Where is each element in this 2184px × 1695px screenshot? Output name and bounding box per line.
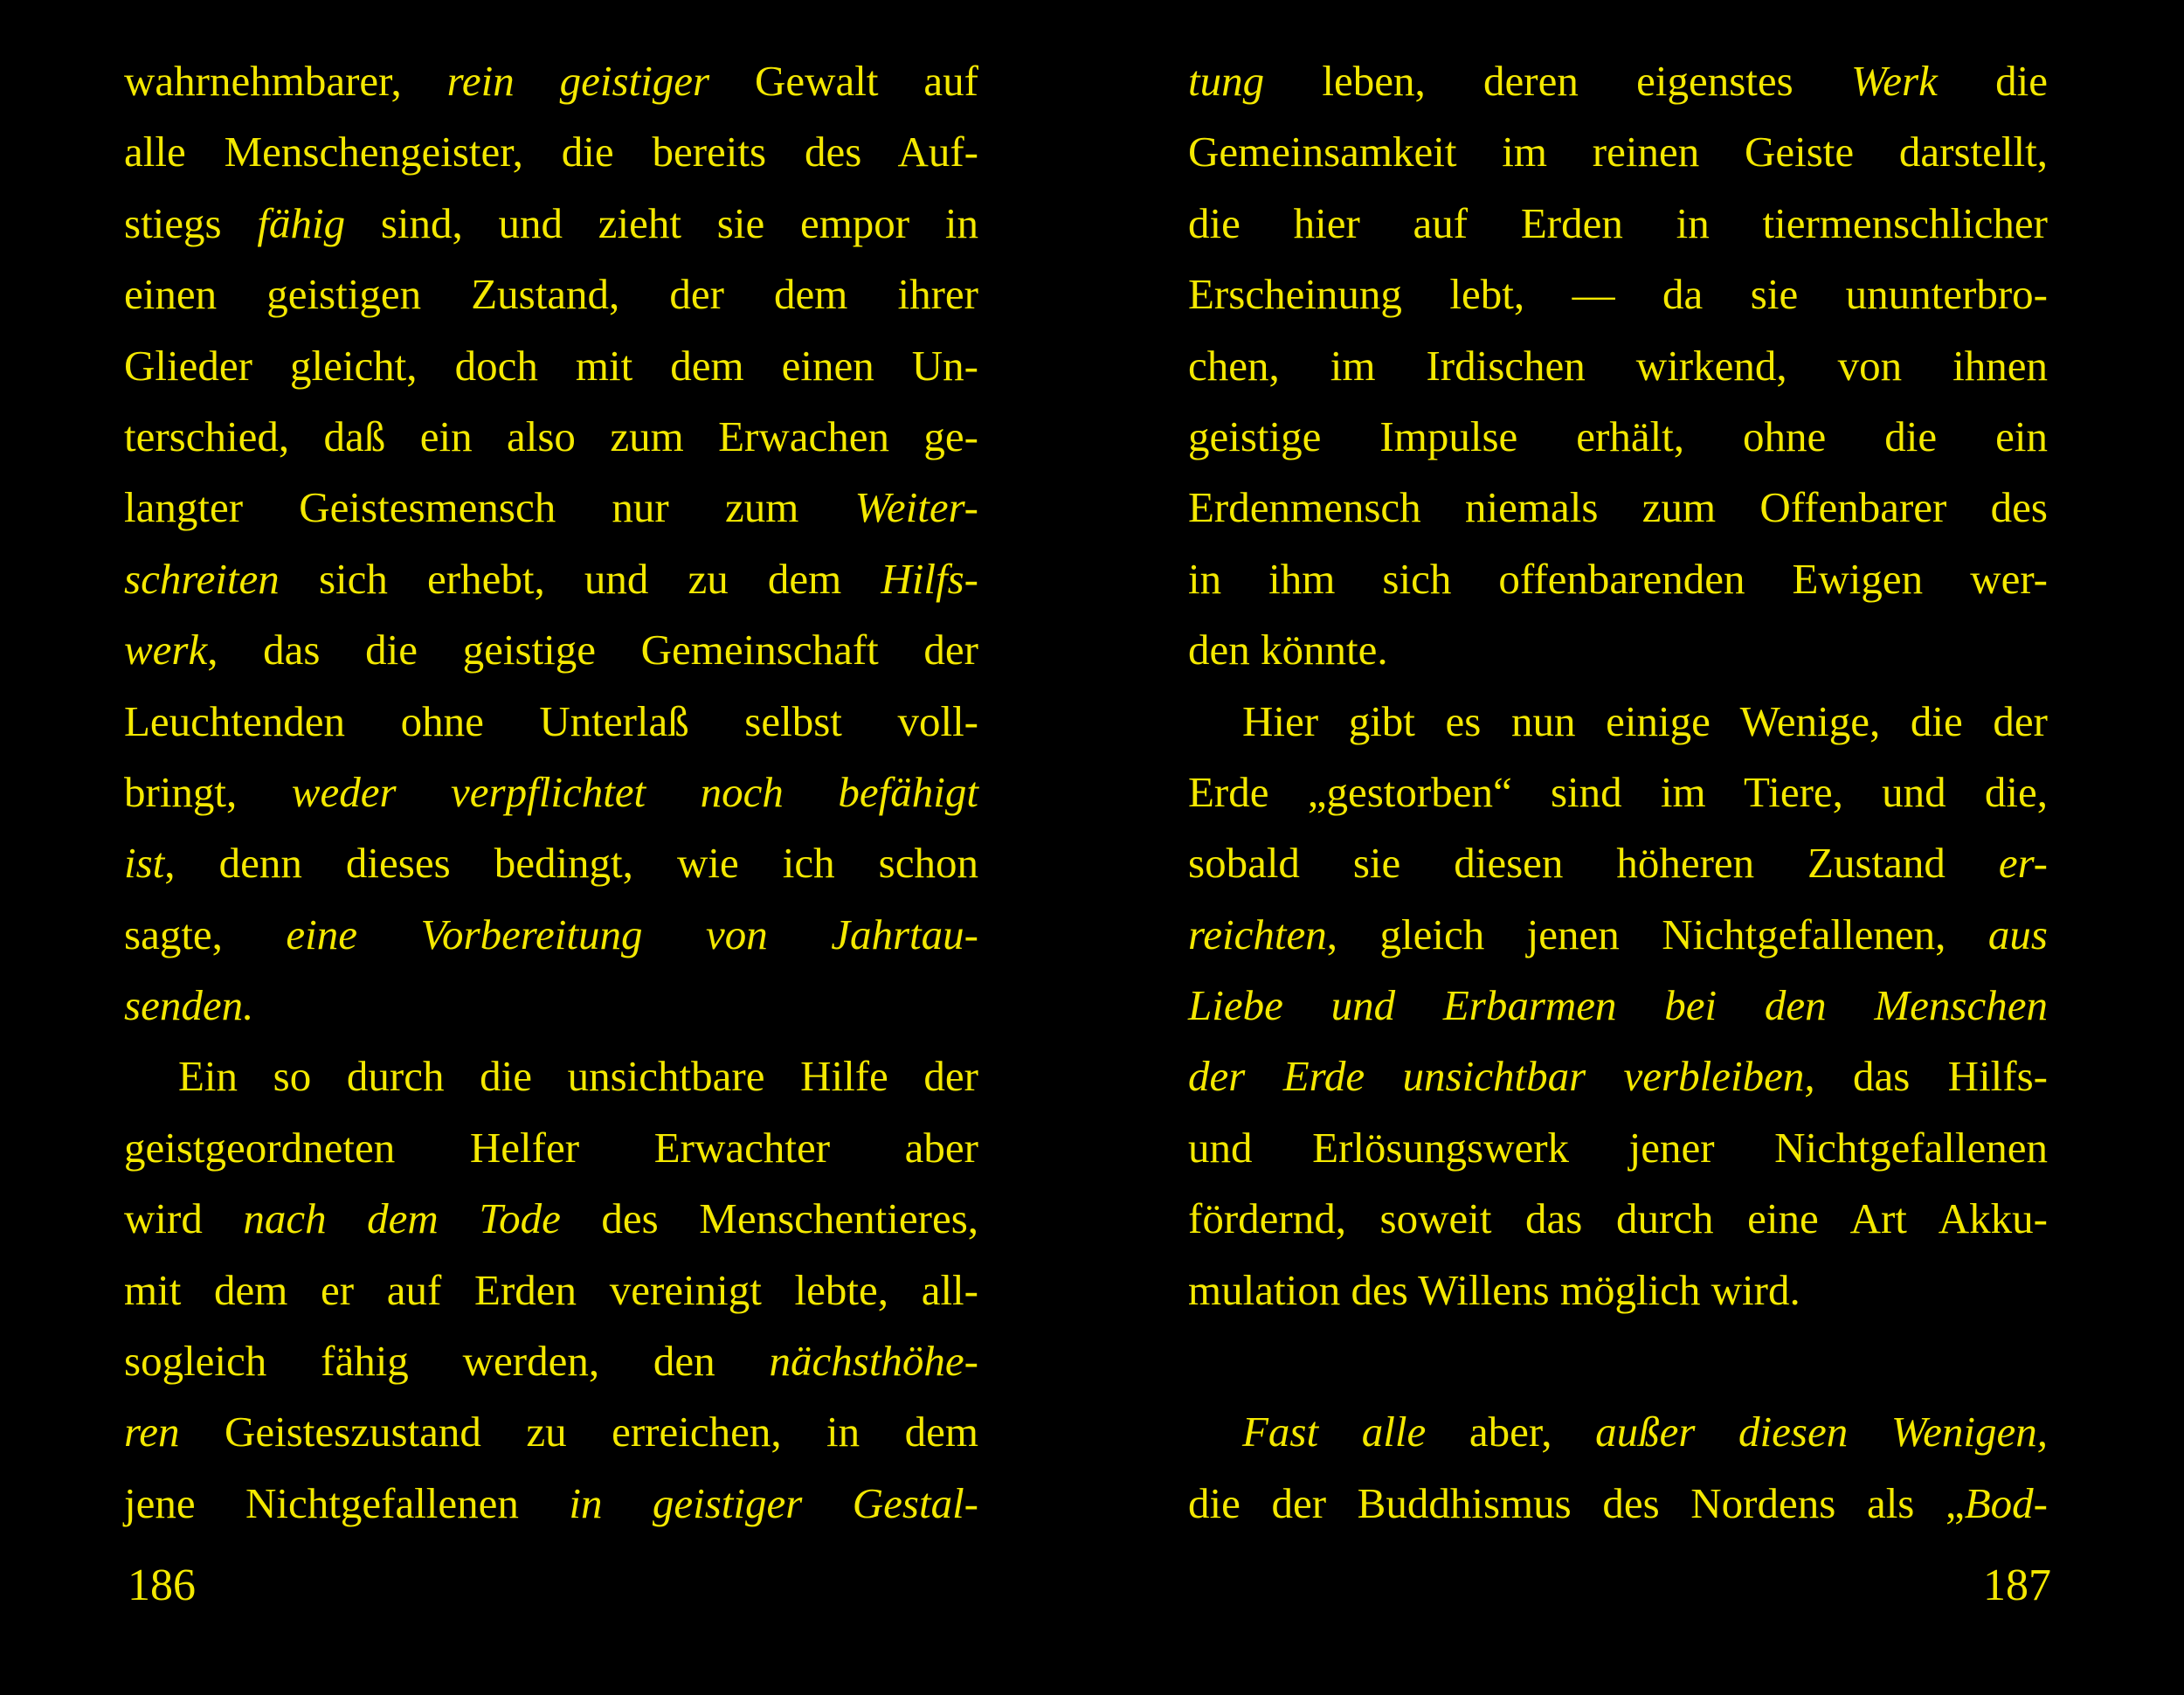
text-segment: und Erlösungswerk jener Nichtgefallenen [1188,1123,2048,1172]
italic-text: weder verpflichtet noch befähigt [291,767,979,816]
italic-text: aus [1987,910,2048,958]
italic-text: Weiter- [854,483,978,532]
text-line [124,116,978,187]
text-segment: geistgeordneten Helfer Erwachter aber [124,1123,978,1172]
text-line [1188,1041,2048,1111]
text-line [1188,330,2048,401]
text-segment: Ein so durch die unsichtbare Hilfe der [178,1052,978,1101]
text-segment: einen geistigen Zustand, der dem ihrer [124,270,978,319]
text-segment: Gewalt auf [709,57,979,105]
text-segment: sind, und zieht sie empor in [345,198,978,247]
text-segment: den könnte. [1188,626,1388,675]
text-segment: stiegs [124,198,258,247]
text-line [124,970,978,1041]
text-line [124,1255,978,1325]
text-segment: sogleich fähig werden, den [124,1337,770,1386]
italic-text: er- [1998,839,2048,888]
italic-text: Hilfs- [881,554,978,603]
page-number-left: 186 [128,1560,196,1610]
left-page-text [124,45,978,1539]
text-line [124,1183,978,1254]
italic-text: Werk [1850,57,1938,105]
text-line [124,1468,978,1539]
text-line [124,472,978,543]
text-line [124,259,978,329]
italic-text: Liebe und Erbarmen bei den Menschen [1188,981,2048,1030]
text-line [124,188,978,259]
text-segment: Erscheinung lebt, — da sie ununterbro- [1188,270,2048,319]
page-number-right: 187 [1983,1560,2051,1610]
text-line [124,899,978,970]
text-line [1188,116,2048,187]
text-line [124,1041,978,1111]
text-segment: aber, [1426,1408,1596,1456]
italic-text: ist [124,839,165,888]
text-line [124,757,978,827]
italic-text: schreiten [124,554,280,603]
text-segment: , denn dieses bedingt, wie ich schon [164,839,978,888]
text-line [124,1396,978,1467]
text-segment: jene Nichtgefallenen [124,1478,570,1527]
text-line [1188,543,2048,614]
text-segment: , das die geistige Gemeinschaft der [207,626,978,675]
text-line [1188,970,2048,1041]
italic-text: Bod- [1964,1478,2048,1527]
text-segment: die [1937,57,2048,105]
text-segment: bringt, [124,767,292,816]
text-line [1188,614,2048,685]
text-line [124,686,978,757]
text-segment: sagte, [124,910,287,958]
italic-text: außer diesen Wenigen, [1595,1408,2048,1456]
text-segment: wahrnehmbarer, [124,57,447,105]
italic-text: werk [124,626,208,675]
text-segment: geistige Impulse erhält, ohne die ein [1188,412,2048,460]
text-line [1188,45,2048,116]
text-line [124,1325,978,1396]
text-line [1188,1468,2048,1539]
italic-text: der Erde unsichtbar verbleiben, [1188,1052,1815,1101]
text-line [124,401,978,472]
text-line [1188,188,2048,259]
text-segment: terschied, daß ein also zum Erwachen ge- [124,412,978,460]
text-line [1188,1255,2048,1325]
text-line [1188,472,2048,543]
blank-line [1188,1325,2048,1396]
text-segment: alle Menschengeister, die bereits des Auf- [124,128,978,176]
text-segment: chen, im Irdischen wirkend, von ihnen [1188,341,2048,390]
text-line [1188,1112,2048,1183]
text-segment: wird [124,1194,244,1243]
text-line [124,1112,978,1183]
text-segment: Erde „gestorben“ sind im Tiere, und die, [1188,767,2048,816]
text-segment: die der Buddhismus des Nordens als „ [1188,1478,1965,1527]
italic-text: Fast alle [1242,1408,1427,1456]
text-segment: , gleich jenen Nichtgefallenen, [1326,910,1988,958]
text-line [1188,899,2048,970]
text-segment: Leuchtenden ohne Unterlaß selbst voll- [124,696,978,745]
text-line [1188,1396,2048,1467]
text-segment: leben, deren eigenstes [1264,57,1851,105]
text-segment: das Hilfs- [1814,1052,2048,1101]
text-line [1188,827,2048,898]
text-line [1188,1183,2048,1254]
text-segment: fördernd, soweit das durch eine Art Akku- [1188,1194,2048,1243]
italic-text: fähig [257,198,346,247]
text-segment: in ihm sich offenbarenden Ewigen wer- [1188,554,2048,603]
text-line [124,330,978,401]
text-segment: Erdenmensch niemals zum Offenbarer des [1188,483,2048,532]
text-segment: sich erhebt, und zu dem [279,554,881,603]
italic-text: tung [1188,57,1265,105]
text-line [1188,259,2048,329]
text-segment: sobald sie diesen höheren Zustand [1188,839,1999,888]
text-line [1188,757,2048,827]
right-page-text [1188,45,2048,1539]
text-line [124,827,978,898]
text-segment: die hier auf Erden in tiermenschlicher [1188,198,2048,247]
italic-text: eine Vorbereitung von Jahrtau- [286,910,978,958]
italic-text: nächsthöhe- [769,1337,978,1386]
text-segment: des Menschentieres, [560,1194,979,1243]
italic-text: in geistiger Gestal- [569,1478,979,1527]
text-line [124,614,978,685]
text-line [1188,686,2048,757]
text-segment: Glieder gleicht, doch mit dem einen Un- [124,341,978,390]
italic-text: rein geistiger [446,57,710,105]
text-line [124,543,978,614]
text-segment: mulation des Willens möglich wird. [1188,1265,1800,1314]
text-segment: Gemeinsamkeit im reinen Geiste darstellt, [1188,128,2048,176]
italic-text: nach dem Tode [243,1194,561,1243]
text-line [124,45,978,116]
italic-text: senden. [124,981,254,1030]
text-line [1188,401,2048,472]
italic-text: reichten [1188,910,1327,958]
text-segment: Hier gibt es nun einige Wenige, die der [1242,696,2048,745]
text-segment: Geisteszustand zu erreichen, in dem [179,1408,978,1456]
text-segment: mit dem er auf Erden vereinigt lebte, all- [124,1265,978,1314]
italic-text: ren [124,1408,180,1456]
text-segment: langter Geistesmensch nur zum [124,483,855,532]
